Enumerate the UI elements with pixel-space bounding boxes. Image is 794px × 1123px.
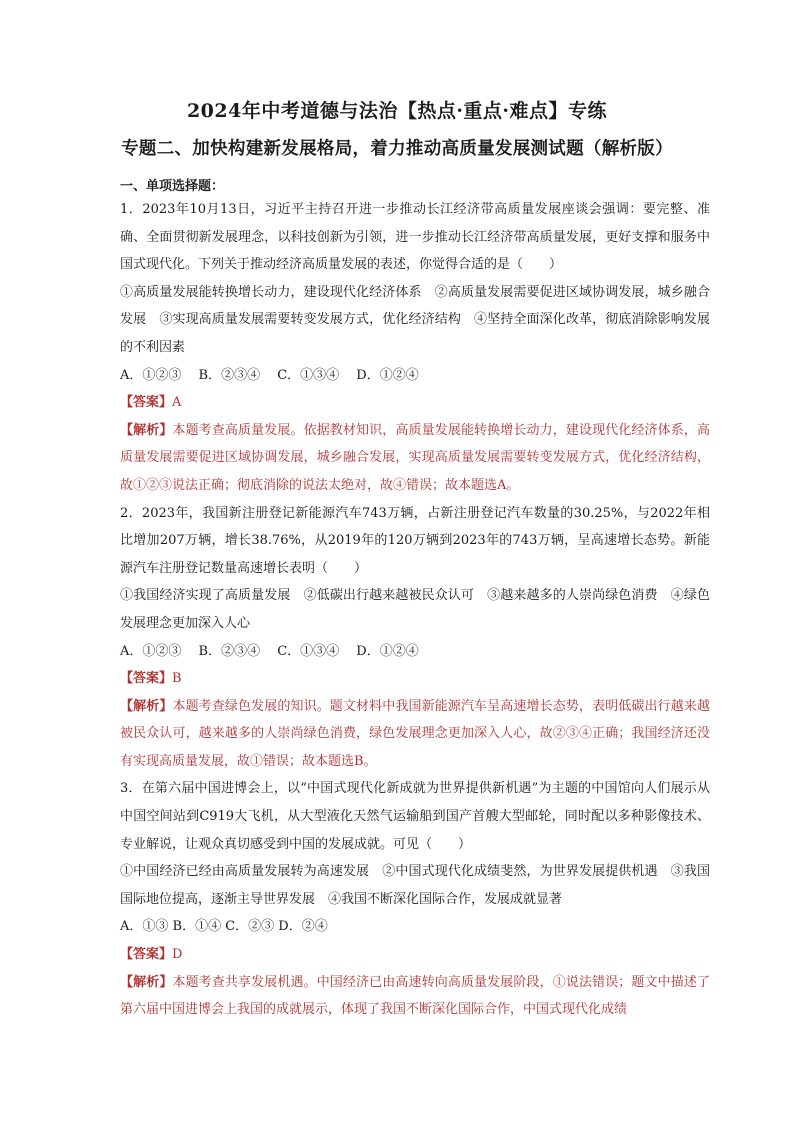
question-2-analysis: [120, 693, 710, 776]
answer-value: D: [172, 947, 183, 963]
answer-label: 【答案】: [120, 947, 173, 963]
answer-label: 【答案】: [120, 671, 173, 687]
question-1-choices: A．①②③ B．②③④ C．①③④ D．①②④: [120, 367, 419, 383]
question-3-choices: A．①③ B．①④ C．②③ D．②④: [120, 919, 328, 935]
question-2-options: ①我国经济实现了高质量发展 ②低碳出行越来越被民众认可 ③越来越多的人崇尚绿色消费 ④绿色发展理念更加深入人心: [120, 588, 710, 631]
document-subtitle: 专题二、加快构建新发展格局，着力推动高质量发展测试题（解析版）: [121, 139, 673, 159]
analysis-label: 【解析】: [120, 974, 173, 990]
analysis-label: 【解析】: [120, 422, 173, 438]
question-1-options: ①高质量发展能转换增长动力，建设现代化经济体系 ②高质量发展需要促进区域协调发展，城乡融合发展 ③实现高质量发展需要转变发展方式，优化经济结构 ④坚持全面深化改革，彻底消除影响发展的不利因素: [120, 284, 710, 355]
answer-label: 【答案】: [120, 395, 173, 411]
analysis-text: 本题考查共享发展机遇。中国经济已由高速转向高质量发展阶段，①说法错误；题文中描述了第六届中国进博会上我国的成就展示，体现了我国不断深化国际合作，中国式现代化成绩: [120, 974, 710, 1018]
question-3-stem: 3．在第六届中国进博会上，以“中国式现代化新成就为世界提供新机遇”为主题的中国馆向人们展示从中国空间站到C919大飞机，从大型液化天然气运输船到国产首艘大型邮轮，同时配以多种影像技术、专业解说，让观众真切感受到中国的发展成就。可见（ ）: [120, 781, 710, 852]
analysis-text: 本题考查绿色发展的知识。题文材料中我国新能源汽车呈高速增长态势，表明低碳出行越来越被民众认可，越来越多的人崇尚绿色消费，绿色发展理念更加深入人心，故②③④正确；我国经济还没有实现高质量发展，故①错误；故本题选B。: [120, 698, 710, 769]
question-1-analysis: [120, 417, 710, 500]
question-1-answer: [120, 389, 710, 417]
answer-value: B: [172, 671, 182, 687]
question-3-options: ①中国经济已经由高质量发展转为高速发展 ②中国式现代化成绩斐然，为世界发展提供机遇 ③我国国际地位提高，逐渐主导世界发展 ④我国不断深化国际合作，发展成就显著: [120, 864, 710, 907]
answer-value: A: [172, 395, 182, 411]
analysis-label: 【解析】: [120, 698, 173, 714]
analysis-text: 本题考查高质量发展。依据教材知识，高质量发展能转换增长动力，建设现代化经济体系，高质量发展需要促进区域协调发展，城乡融合发展，实现高质量发展需要转变发展方式，优化经济结构，故①②③说法正确；彻底消除的说法太绝对，故④错误；故本题选A。: [120, 422, 710, 493]
question-1-stem: 1．2023年10月13日，习近平主持召开进一步推动长江经济带高质量发展座谈会强调：要完整、准确、全面贯彻新发展理念，以科技创新为引领，进一步推动长江经济带高质量发展，更好支撑和服务中国式现代化。下列关于推动经济高质量发展的表述，你觉得合适的是（ ）: [120, 202, 710, 273]
question-3-analysis: [120, 969, 710, 1024]
question-2-stem: 2．2023年，我国新注册登记新能源汽车743万辆，占新注册登记汽车数量的30.25%，与2022年相比增加207万辆，增长38.76%，从2019年的120万辆到2023年的743万辆，呈高速增长态势。新能源汽车注册登记数量高速增长表明（ ）: [120, 505, 710, 576]
question-2-choices: A．①②③ B．②③④ C．①③④ D．①②④: [120, 643, 419, 659]
document-title: 2024年中考道德与法治【热点·重点·难点】专练: [186, 100, 608, 122]
question-3-answer: [120, 941, 710, 969]
section-heading: 一、单项选择题：: [120, 179, 225, 194]
questions-body: [120, 196, 710, 1024]
question-2-answer: [120, 665, 710, 693]
